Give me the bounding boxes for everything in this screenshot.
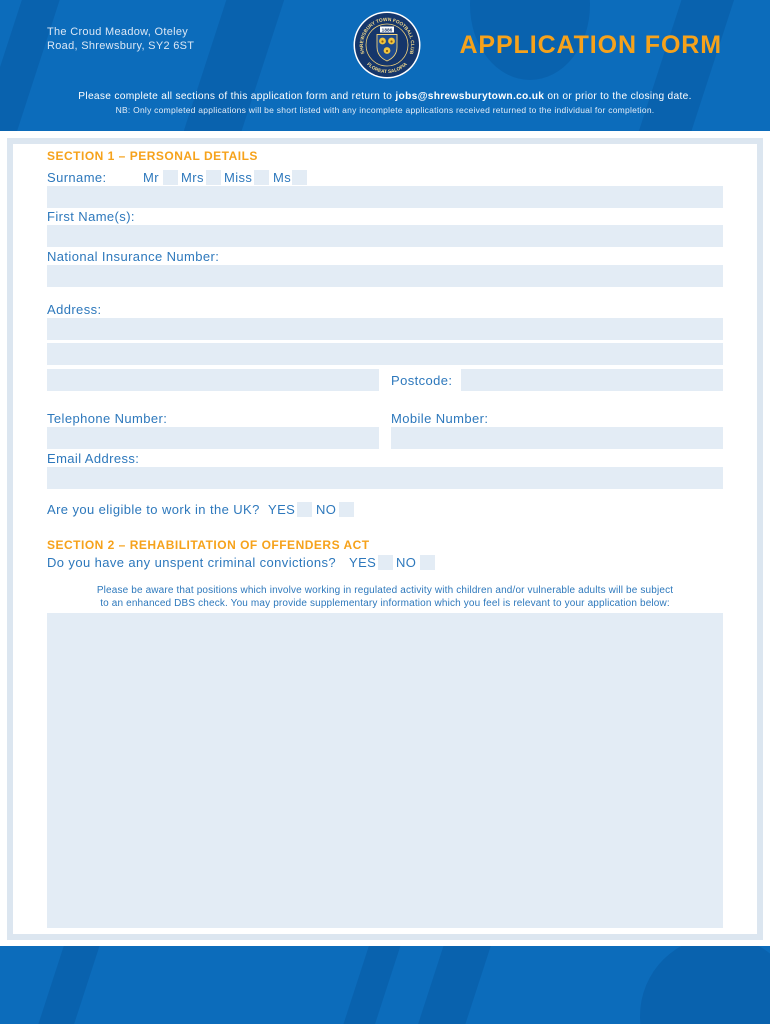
title-mrs-checkbox[interactable] <box>206 170 221 185</box>
crest-ring-text-top: SHREWSBURY TOWN FOOTBALL CLUB <box>359 17 415 55</box>
first-names-label: First Name(s): <box>47 209 135 224</box>
convictions-no-checkbox[interactable] <box>420 555 435 570</box>
footer-decoration <box>336 946 405 1024</box>
title-ms-label: Ms <box>273 170 292 185</box>
email-label: Email Address: <box>47 451 140 466</box>
contact-email-link[interactable]: jobs@shrewsburytown.co.uk <box>395 91 545 102</box>
section-2-heading: SECTION 2 – REHABILITATION OF OFFENDERS ACT <box>47 538 370 552</box>
title-mrs-label: Mrs <box>181 170 204 185</box>
first-names-input[interactable] <box>47 225 723 247</box>
convictions-yes-checkbox[interactable] <box>378 555 393 570</box>
convictions-question: Do you have any unspent criminal convictions? <box>47 555 336 570</box>
eligible-to-work-question: Are you eligible to work in the UK? <box>47 502 260 517</box>
footer-decoration <box>411 946 494 1024</box>
telephone-label: Telephone Number: <box>47 411 168 426</box>
address-line: Road, Shrewsbury, SY2 6ST <box>47 40 195 52</box>
completion-note: NB: Only completed applications will be short listed with any incomplete applications received returned to the individual for completion. <box>115 105 655 115</box>
page-footer <box>0 946 770 1024</box>
mobile-input[interactable] <box>391 427 723 449</box>
convictions-yes-label: YES <box>349 555 377 570</box>
title-ms-checkbox[interactable] <box>292 170 307 185</box>
instructions-text: Please complete all sections of this application form and return to <box>78 91 396 102</box>
footer-decoration <box>640 946 770 1024</box>
surname-label: Surname: <box>47 170 107 185</box>
eligible-yes-label: YES <box>268 502 296 517</box>
crest-ring-text-bottom: FLOREAT SALOPIA <box>365 62 409 76</box>
instructions-text-end: on or prior to the closing date. <box>544 91 692 102</box>
address-line-2-input[interactable] <box>47 343 723 365</box>
title-mr-checkbox[interactable] <box>163 170 178 185</box>
ni-number-label: National Insurance Number: <box>47 249 220 264</box>
eligible-yes-checkbox[interactable] <box>297 502 312 517</box>
crest-year: 1886 <box>381 28 393 34</box>
postcode-input[interactable] <box>461 369 723 391</box>
eligible-no-label: NO <box>316 502 337 517</box>
title-mr-label: Mr <box>143 170 159 185</box>
title-miss-checkbox[interactable] <box>254 170 269 185</box>
supplementary-info-textarea[interactable] <box>47 613 723 928</box>
footer-decoration <box>31 946 104 1024</box>
postcode-label: Postcode: <box>391 373 453 388</box>
surname-input[interactable] <box>47 186 723 208</box>
dbs-notice-line: Please be aware that positions which involve working in regulated activity with children and/or vulnerable adults will be subject <box>96 585 674 596</box>
address-line: The Croud Meadow, Oteley <box>47 26 189 38</box>
title-miss-label: Miss <box>224 170 253 185</box>
address-line-3-input[interactable] <box>47 369 379 391</box>
dbs-notice-line: to an enhanced DBS check. You may provide supplementary information which you feel is relevant to your application below: <box>100 598 670 609</box>
section-1-heading: SECTION 1 – PERSONAL DETAILS <box>47 149 258 163</box>
form-title: APPLICATION FORM <box>459 31 722 59</box>
convictions-no-label: NO <box>396 555 417 570</box>
address-line-1-input[interactable] <box>47 318 723 340</box>
email-input[interactable] <box>47 467 723 489</box>
address-label: Address: <box>47 302 102 317</box>
mobile-label: Mobile Number: <box>391 411 489 426</box>
telephone-input[interactable] <box>47 427 379 449</box>
ni-number-input[interactable] <box>47 265 723 287</box>
eligible-no-checkbox[interactable] <box>339 502 354 517</box>
